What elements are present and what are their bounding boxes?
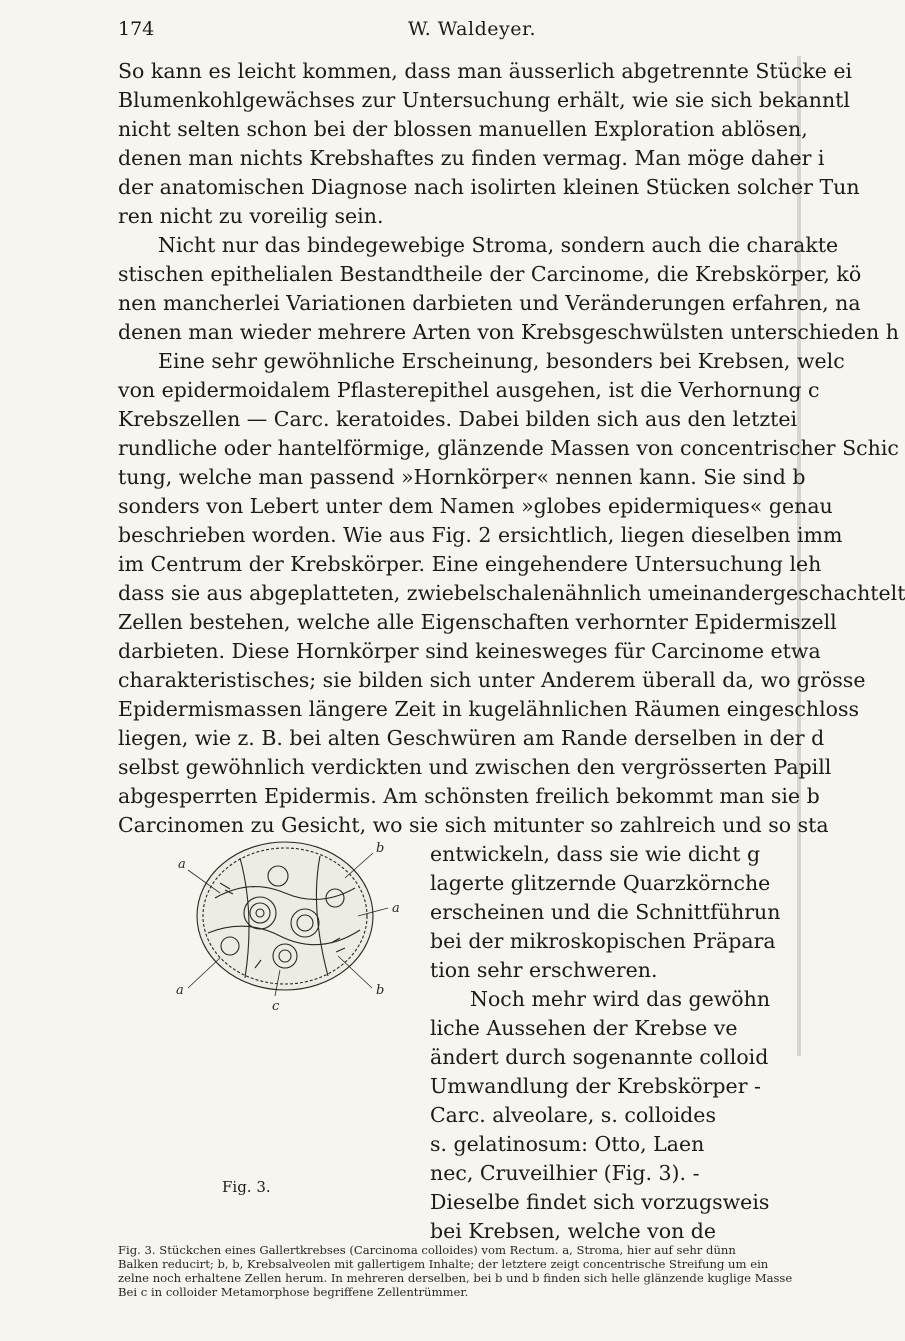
text-line: liche Aussehen der Krebse ve [430,1016,738,1040]
text-line: denen man wieder mehrere Arten von Krebsgeschwülsten unterschieden h [118,320,899,344]
text-line: Blumenkohlgewächses zur Untersuchung erhält, wie sie sich bekanntl [118,88,850,112]
text-line: tion sehr erschweren. [430,958,658,982]
text-line: darbieten. Diese Hornkörper sind keinesweges für Carcinome etwa [118,639,821,663]
text-line: Dieselbe findet sich vorzugsweis [430,1190,770,1214]
text-line: ändert durch sogenannte colloid [430,1045,769,1069]
text-line: rundliche oder hantelförmige, glänzende Massen von concentrischer Schic [118,436,899,460]
text-line: abgesperrten Epidermis. Am schönsten freilich bekommt man sie b [118,784,820,808]
text-line: beschrieben worden. Wie aus Fig. 2 ersichtlich, liegen dieselben imm [118,523,843,547]
text-line: Umwandlung der Krebskörper - [430,1074,761,1098]
footnote-line: Balken reducirt; b, b, Krebsalveolen mit gallertigem Inhalte; der letztere zeigt concentrische Streifung um ein [118,1257,769,1271]
figure-lower-label [160,996,415,1016]
text-line: Epidermismassen längere Zeit in kugelähnlichen Räumen eingeschloss [118,697,860,721]
text-line: Nicht nur das bindegewebige Stroma, sondern auch die charakte [158,233,839,257]
text-line: Zellen bestehen, welche alle Eigenschaften verhornter Epidermiszell [118,610,837,634]
text-line: tung, welche man passend »Hornkörper« nennen kann. Sie sind b [118,465,806,489]
running-author: W. Waldeyer. [408,18,536,40]
footnote-line: Bei c in colloider Metamorphose begriffene Zellentrümmer. [118,1285,469,1299]
figure-3 [160,838,415,1168]
text-line: nec, Cruveilhier (Fig. 3). - [430,1161,700,1185]
text-line: So kann es leicht kommen, dass man äusserlich abgetrennte Stücke ei [118,59,853,83]
text-line: bei Krebsen, welche von de [430,1219,717,1243]
text-line: Krebszellen — Carc. keratoides. Dabei bilden sich aus den letztei [118,407,798,431]
label-c: c [272,999,280,1014]
label-b-top: b [376,841,385,856]
figure-caption: Fig. 3. [222,1178,271,1196]
running-header [118,18,801,42]
label-b-bottom: b [376,983,385,998]
text-line: erscheinen und die Schnittführun [430,900,781,924]
page-number: 174 [118,18,155,40]
colloid-carcinoma-illustration [160,838,415,998]
label-a-right: a [392,901,400,916]
text-line: dass sie aus abgeplatteten, zwiebelschalenähnlich umeinandergeschachtelt [118,581,905,605]
footnote-line: zelne noch erhaltene Zellen herum. In mehreren derselben, bei b und b finden sich helle glänzende kuglige Masse [118,1271,793,1285]
text-line: ren nicht zu voreilig sein. [118,204,384,228]
text-line: sonders von Lebert unter dem Namen »globes epidermiques« genau [118,494,833,518]
text-line: im Centrum der Krebskörper. Eine eingehendere Untersuchung leh [118,552,822,576]
label-a-bottom: a [176,983,184,998]
text-line: Eine sehr gewöhnliche Erscheinung, besonders bei Krebsen, welc [158,349,845,373]
text-line: Carc. alveolare, s. colloides [430,1103,716,1127]
text-line: der anatomischen Diagnose nach isolirten kleinen Stücken solcher Tun [118,175,860,199]
text-line: von epidermoidalem Pflasterepithel ausgehen, ist die Verhornung c [118,378,820,402]
text-line: Carcinomen zu Gesicht, wo sie sich mitunter so zahlreich und so sta [118,813,829,837]
text-line: selbst gewöhnlich verdickten und zwischen den vergrösserten Papill [118,755,832,779]
text-line: s. gelatinosum: Otto, Laen [430,1132,705,1156]
text-line: denen man nichts Krebshaftes zu finden vermag. Man möge daher i [118,146,825,170]
text-line: stischen epithelialen Bestandtheile der Carcinome, die Krebskörper, kö [118,262,862,286]
text-line: bei der mikroskopischen Präpara [430,929,776,953]
text-line: entwickeln, dass sie wie dicht g [430,842,761,866]
footnote-line: Fig. 3. Stückchen eines Gallertkrebses (Carcinoma colloides) vom Rectum. a, Stroma, hier auf sehr dünn [118,1243,736,1257]
label-a-top: a [178,857,186,872]
text-line: nen mancherlei Variationen darbieten und Veränderungen erfahren, na [118,291,861,315]
text-line: Noch mehr wird das gewöhn [470,987,771,1011]
text-line: nicht selten schon bei der blossen manuellen Exploration ablösen, [118,117,808,141]
text-line: liegen, wie z. B. bei alten Geschwüren am Rande derselben in der d [118,726,825,750]
text-line: lagerte glitzernde Quarzkörnche [430,871,771,895]
text-line: charakteristisches; sie bilden sich unter Anderem überall da, wo grösse [118,668,866,692]
